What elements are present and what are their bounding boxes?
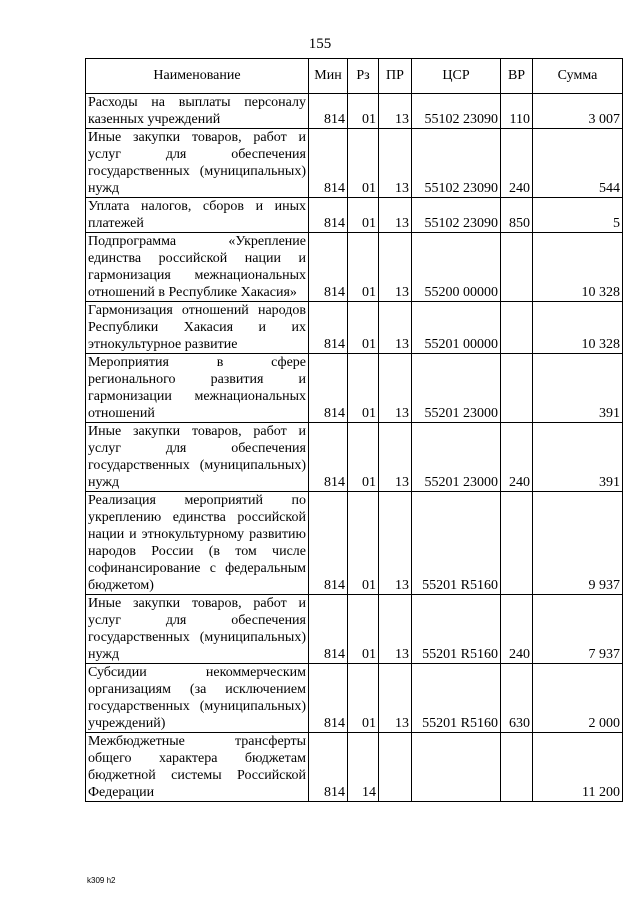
row-csr: 55102 23090 xyxy=(412,129,501,198)
row-rz: 01 xyxy=(348,233,379,302)
row-rz: 01 xyxy=(348,492,379,595)
row-name: Межбюджетные трансферты общего характера бюджетам бюджетной системы Российской Федерации xyxy=(86,733,309,802)
row-min: 814 xyxy=(309,423,348,492)
row-min: 814 xyxy=(309,354,348,423)
row-csr: 55102 23090 xyxy=(412,198,501,233)
row-vr: 850 xyxy=(501,198,533,233)
header-csr: ЦСР xyxy=(412,59,501,94)
row-name: Иные закупки товаров, работ и услуг для обеспечения государственных (муниципальных) нужд xyxy=(86,423,309,492)
row-name: Подпрограмма «Укрепление единства российской нации и гармонизация межнациональных отношений в Республике Хакасия» xyxy=(86,233,309,302)
row-rz: 01 xyxy=(348,302,379,354)
header-pr: ПР xyxy=(379,59,412,94)
header-min: Мин xyxy=(309,59,348,94)
table-row xyxy=(86,492,623,595)
row-sum: 10 328 xyxy=(533,233,623,302)
row-csr: 55201 00000 xyxy=(412,302,501,354)
row-csr: 55201 R5160 xyxy=(412,492,501,595)
row-min: 814 xyxy=(309,129,348,198)
table-header-row xyxy=(86,59,623,94)
row-rz: 01 xyxy=(348,423,379,492)
row-pr: 13 xyxy=(379,198,412,233)
table-row xyxy=(86,233,623,302)
row-sum: 7 937 xyxy=(533,595,623,664)
row-vr xyxy=(501,492,533,595)
row-min: 814 xyxy=(309,233,348,302)
row-vr: 240 xyxy=(501,423,533,492)
row-vr: 630 xyxy=(501,664,533,733)
row-rz: 01 xyxy=(348,354,379,423)
header-name: Наименование xyxy=(86,59,309,94)
row-csr: 55102 23090 xyxy=(412,94,501,129)
row-vr xyxy=(501,354,533,423)
row-rz: 01 xyxy=(348,129,379,198)
row-name: Уплата налогов, сборов и иных платежей xyxy=(86,198,309,233)
row-vr: 240 xyxy=(501,595,533,664)
row-csr: 55201 R5160 xyxy=(412,595,501,664)
row-min: 814 xyxy=(309,94,348,129)
row-sum: 391 xyxy=(533,423,623,492)
row-pr: 13 xyxy=(379,595,412,664)
row-min: 814 xyxy=(309,595,348,664)
row-csr: 55201 23000 xyxy=(412,423,501,492)
table-row xyxy=(86,733,623,802)
budget-table xyxy=(85,58,623,802)
row-name: Реализация мероприятий по укреплению единства российской нации и этнокультурному развитию народов России (в том числе софинансирование с федеральным бюджетом) xyxy=(86,492,309,595)
row-rz: 01 xyxy=(348,198,379,233)
row-min: 814 xyxy=(309,664,348,733)
table-row xyxy=(86,664,623,733)
header-vr: ВР xyxy=(501,59,533,94)
row-name: Субсидии некоммерческим организациям (за исключением государственных (муниципальных) учреждений) xyxy=(86,664,309,733)
row-pr: 13 xyxy=(379,302,412,354)
row-sum: 9 937 xyxy=(533,492,623,595)
row-min: 814 xyxy=(309,733,348,802)
row-vr: 240 xyxy=(501,129,533,198)
row-rz: 01 xyxy=(348,94,379,129)
table-row xyxy=(86,94,623,129)
row-pr xyxy=(379,733,412,802)
row-csr xyxy=(412,733,501,802)
table-row xyxy=(86,198,623,233)
table-row xyxy=(86,302,623,354)
row-vr: 110 xyxy=(501,94,533,129)
row-sum: 5 xyxy=(533,198,623,233)
row-min: 814 xyxy=(309,492,348,595)
row-csr: 55201 R5160 xyxy=(412,664,501,733)
row-name: Иные закупки товаров, работ и услуг для обеспечения государственных (муниципальных) нужд xyxy=(86,595,309,664)
row-sum: 11 200 xyxy=(533,733,623,802)
row-vr xyxy=(501,233,533,302)
row-name: Мероприятия в сфере регионального развития и гармонизации межнациональных отношений xyxy=(86,354,309,423)
row-vr xyxy=(501,733,533,802)
row-name: Иные закупки товаров, работ и услуг для обеспечения государственных (муниципальных) нужд xyxy=(86,129,309,198)
row-pr: 13 xyxy=(379,423,412,492)
footer-code: k309 h2 xyxy=(87,876,116,885)
row-pr: 13 xyxy=(379,664,412,733)
header-sum: Сумма xyxy=(533,59,623,94)
row-rz: 14 xyxy=(348,733,379,802)
row-csr: 55201 23000 xyxy=(412,354,501,423)
table-row xyxy=(86,354,623,423)
row-pr: 13 xyxy=(379,233,412,302)
page-number: 155 xyxy=(308,36,332,52)
row-pr: 13 xyxy=(379,354,412,423)
row-sum: 3 007 xyxy=(533,94,623,129)
row-pr: 13 xyxy=(379,94,412,129)
row-sum: 391 xyxy=(533,354,623,423)
row-vr xyxy=(501,302,533,354)
row-sum: 2 000 xyxy=(533,664,623,733)
row-min: 814 xyxy=(309,198,348,233)
table-row xyxy=(86,595,623,664)
row-csr: 55200 00000 xyxy=(412,233,501,302)
row-min: 814 xyxy=(309,302,348,354)
table-row xyxy=(86,129,623,198)
row-pr: 13 xyxy=(379,492,412,595)
row-name: Гармонизация отношений народов Республики Хакасия и их этнокультурное развитие xyxy=(86,302,309,354)
row-name: Расходы на выплаты персоналу казенных учреждений xyxy=(86,94,309,129)
header-rz: Рз xyxy=(348,59,379,94)
row-pr: 13 xyxy=(379,129,412,198)
row-sum: 544 xyxy=(533,129,623,198)
table-row xyxy=(86,423,623,492)
row-sum: 10 328 xyxy=(533,302,623,354)
row-rz: 01 xyxy=(348,595,379,664)
row-rz: 01 xyxy=(348,664,379,733)
